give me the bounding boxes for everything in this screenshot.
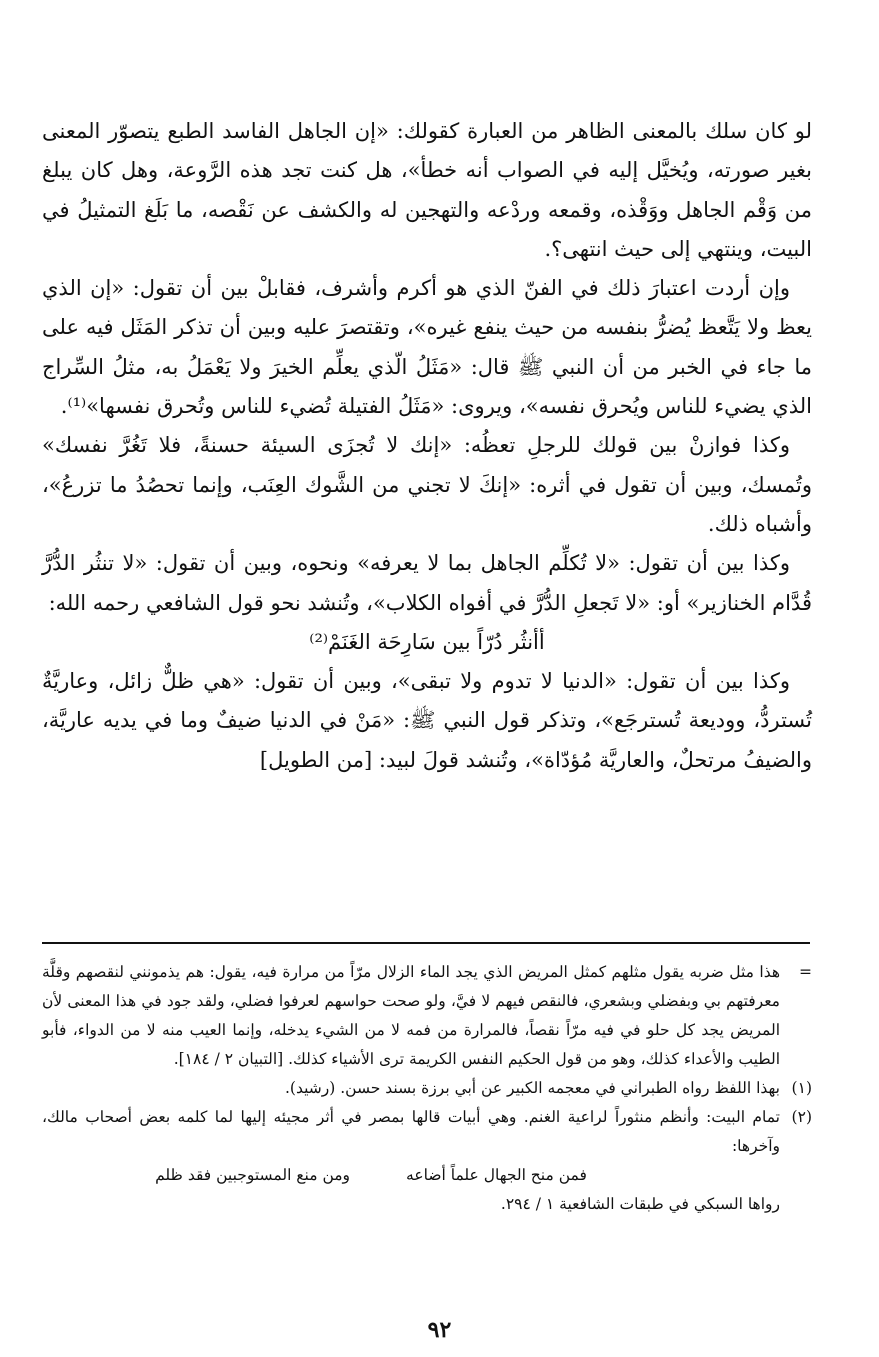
paragraph-3: وكذا فوازنْ بين قولك للرجلِ تعظُه: «إنك لا تُجزَى السيئة حسنةً، فلا تَغُرَّ نفسك» وتُمسك، وبين أن تقول في أثره: «إنكَ لا تجني من الشَّوك العِنَب، وإنما تحصُدُ ما تزرعُ»، وأشباه ذلك. [42,433,812,536]
couplet-first-half: فمن منح الجهال علماً أضاعه [406,1166,587,1184]
paragraph-2: وإن أردت اعتبارَ ذلك في الفنّ الذي هو أكرم وأشرف، فقابلْ بين أن تقول: «إن الذي يعظ ولا يَتَّعظ يُضرُّ بنفسه من حيث ينفع غيره»، وتقتصرَ عليه وبين أن تذكر المَثَل فيه على ما جاء في الخبر من أن النبي ﷺ قال: «مَثَلُ الّذي يعلِّم الخيرَ ولا يَعْمَلُ به، مثلُ السِّراج الذي يضيء للناس ويُحرق نفسه»، ويروى: «مَثَلُ الفتيلة تُضيء للناس وتُحرق نفسها»⁽¹⁾. [42,276,812,419]
footnote-2-text: تمام البيت: وأنظم منثوراً لراعية الغنم. وهي أبيات قالها بمصر في أثر مجيئه إليها لما كلمه بعض أصحاب مالك، وآخرها: [42,1108,780,1155]
footnote-separator [42,942,810,944]
footnote-2 [42,1103,812,1219]
paragraph-4: وكذا بين أن تقول: «لا تُكلِّم الجاهل بما لا يعرفه» ونحوه، وبين أن تقول: «لا تنثُر الدُّرَّ قُدَّام الخنازير» أو: «لا تَجعلِ الدُّرَّ في أفواه الكلاب»، وتُنشد نحو قول الشافعي رحمه الله: [42,551,812,615]
footnotes [42,958,812,1219]
couplet-second-half: ومن منع المستوجبين فقد ظلم [155,1166,351,1184]
footnote-1 [42,1074,812,1103]
footnote-2-body [42,1103,780,1219]
main-text [42,112,812,780]
footnote-2-couplet [42,1161,780,1190]
verse-line: أأنثُر دُرّاً بين سَارِحَة الغَنَمْ⁽²⁾ [309,629,545,654]
footnote-1-text: بهذا اللفظ رواه الطبراني في معجمه الكبير عن أبي برزة بسند حسن. (رشيد). [285,1079,780,1097]
footnote-1-mark: (١) [791,1079,812,1097]
footnote-2-mark: (٢) [791,1108,812,1126]
footnote-continuation-text: هذا مثل ضربه يقول مثلهم كمثل المريض الذي يجد الماء الزلال مرّاً من مرارة فيه، يقول: هم يذمونني لنقصهم وقلَّة معرفتهم بي وبفضلي وبشعري، فالنقص فيهم لا فيَّ، ولو صحت حواسهم لعرفوا فضلي، ولقد جود في هذا المعنى لأن المريض يجد كل حلو في فيه مرّاً نقصاً، فالمرارة من فمه لا من الشيء يدخله، وإنما العيب منه لا من الدواء، فأبو الطيب والأعداء كذلك، وهو من قول الحكيم النفس الكريمة ترى الأشياء كذلك. [التبيان ٢ / ١٨٤]. [42,963,780,1068]
footnote-continuation [42,958,812,1074]
paragraph-1: لو كان سلك بالمعنى الظاهر من العبارة كقولك: «إن الجاهل الفاسد الطبع يتصوّر المعنى بغير صورته، ويُخيَّل إليه في الصواب أنه خطأ»، هل كنت تجد هذه الرَّوعة، وهل كان يبلغ من وَقْم الجاهل ووَقْذه، وقمعه وردْعه والتهجين له والكشف عن نَقْصه، ما بَلَغ التمثيلُ في البيت، وينتهي إلى حيث انتهى؟. [42,119,812,261]
footnote-2-source: رواها السبكي في طبقات الشافعية ١ / ٢٩٤. [500,1195,780,1213]
page-number: ٩٢ [427,1317,452,1343]
continuation-mark: = [799,963,812,981]
paragraph-5: وكذا بين أن تقول: «الدنيا لا تدوم ولا تبقى»، وبين أن تقول: «هي ظلٌّ زائل، وعاريَّةٌ تُستردُّ، ووديعة تُسترجَع»، وتذكر قول النبي ﷺ: «مَنْ في الدنيا ضيفٌ وما في يديه عاريَّة، والضيفُ مرتحلٌ، والعاريَّة مُؤدّاة»، وتُنشد قولَ لبيد: [من الطويل] [42,669,812,772]
